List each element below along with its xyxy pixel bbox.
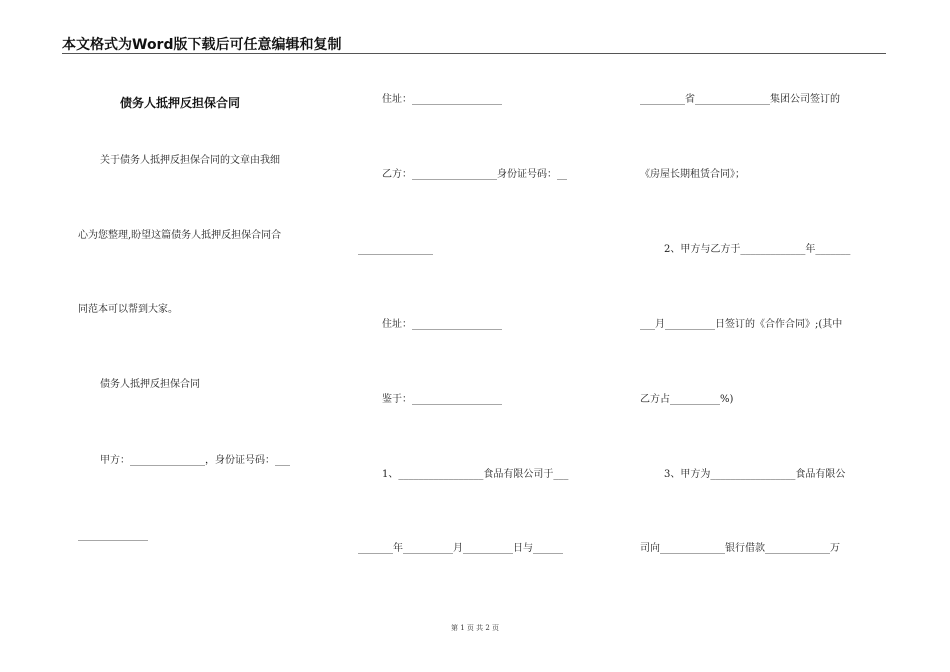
col1-line-6: ______________ <box>78 530 148 541</box>
page-number-footer: 第 1 页 共 2 页 <box>450 624 500 632</box>
document-title: 债务人抵押反担保合同 <box>120 96 241 110</box>
col3-line-1: _________省_______________集团公司签订的 <box>640 94 840 105</box>
col3-line-6: 3、甲方为_________________食品有限公 <box>664 469 846 480</box>
document-header: 本文格式为Word版下载后可任意编辑和复制 <box>62 37 342 53</box>
col1-line-2: 心为您整理,盼望这篇债务人抵押反担保合同合 <box>78 230 282 241</box>
col2-line-2: 乙方：_________________身份证号码：__ <box>382 169 567 180</box>
col2-line-4: 住址：__________________ <box>382 319 502 330</box>
col2-line-5: 鉴于：__________________ <box>382 394 502 405</box>
col1-line-4: 债务人抵押反担保合同 <box>100 379 200 390</box>
col3-line-5: 乙方占__________%) <box>640 394 734 405</box>
col3-line-4: ___月__________日签订的《合作合同》;(其中 <box>640 319 843 330</box>
col2-line-3: _______________ <box>358 244 433 255</box>
col1-line-1: 关于债务人抵押反担保合同的文章由我细 <box>100 155 280 166</box>
col3-line-7: 司向_____________银行借款_____________万 <box>640 543 840 554</box>
col3-line-3: 2、甲方与乙方于_____________年_______ <box>664 244 851 255</box>
col1-line-3: 同范本可以帮到大家。 <box>78 304 178 315</box>
col3-line-2: 《房屋长期租赁合同》； <box>640 169 745 180</box>
col2-line-7: _______年__________月__________日与______ <box>358 543 563 554</box>
header-divider <box>62 53 886 54</box>
col2-line-1: 住址：__________________ <box>382 94 502 105</box>
col1-line-5: 甲方：_______________，身份证号码：___ <box>100 455 290 466</box>
col2-line-6: 1、_________________食品有限公司于___ <box>382 469 569 480</box>
